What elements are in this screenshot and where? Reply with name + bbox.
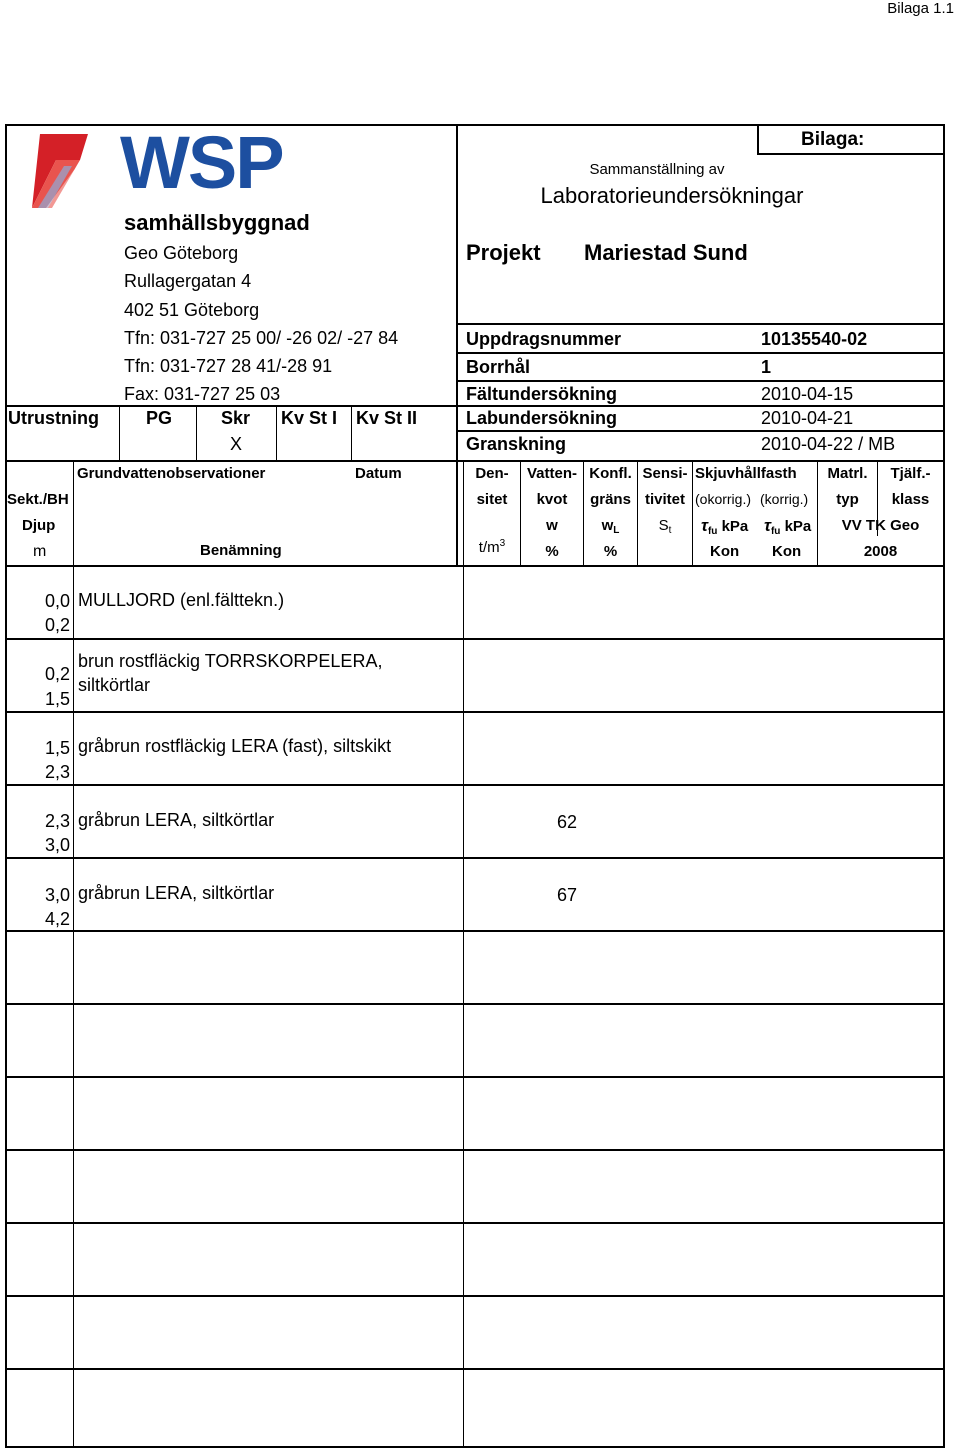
field-survey-date: 2010-04-15	[761, 384, 854, 404]
company-phone: Tfn: 031-727 25 00/ -26 02/ -27 84	[124, 328, 399, 348]
header-water-content: kvot	[536, 491, 568, 508]
assignment-number: 10135540-02	[761, 329, 868, 349]
depth-bottom: 0,2	[44, 615, 70, 635]
header-depth-unit: m	[33, 543, 47, 560]
water-content-value: 62	[556, 812, 577, 832]
info-label: Granskning	[466, 434, 567, 454]
equipment-label: Utrustning	[8, 408, 99, 428]
header-sensitivity: tivitet	[644, 491, 685, 508]
header-density: Den-	[475, 465, 509, 482]
header-water-unit: %	[545, 543, 559, 560]
depth-bottom: 3,0	[44, 835, 70, 855]
borehole-number: 1	[761, 357, 772, 377]
project-name: Mariestad Sund	[584, 240, 748, 265]
header-frost: Tjälf.-	[890, 465, 931, 482]
company-line: Geo Göteborg	[124, 243, 239, 263]
appendix-label: Bilaga 1.1	[887, 0, 954, 17]
header-tau-corrected: $\tau_{fu}$ kPa	[764, 516, 812, 537]
depth-top: 1,5	[44, 738, 70, 758]
header-frost-class: klass	[891, 491, 930, 508]
equipment-col: Skr	[221, 408, 251, 428]
header-vvtk: VV TK Geo	[841, 517, 920, 534]
header-year: 2008	[863, 543, 898, 560]
soil-description: gråbrun LERA, siltkörtlar	[78, 810, 275, 830]
header-depth: Djup	[22, 517, 56, 534]
header-tau-uncorrected: $\tau_{fu}$ kPa	[701, 516, 749, 537]
header-corrected: (korrig.)	[760, 491, 809, 507]
header-description: Benämning	[200, 542, 282, 559]
lab-survey-date: 2010-04-21	[761, 408, 854, 428]
water-content-value: 67	[556, 885, 577, 905]
header-cone-b: Kon	[772, 543, 802, 560]
review-date: 2010-04-22 / MB	[761, 434, 896, 454]
soil-description: MULLJORD (enl.fälttekn.)	[78, 590, 285, 610]
header-liquid-limit-unit: %	[603, 543, 618, 560]
company-name: samhällsbyggnad	[124, 210, 310, 235]
equipment-col: PG	[146, 408, 173, 428]
soil-description: gråbrun rostfläckig LERA (fast), siltskikt	[78, 736, 392, 756]
svg-text:WSP: WSP	[120, 126, 283, 204]
depth-top: 0,0	[44, 591, 70, 611]
header-sensitivity-symbol: $S_t$	[658, 517, 672, 536]
header-section: Sekt./BH	[7, 491, 69, 508]
wsp-logo	[28, 126, 328, 214]
header-material: Matrl.	[827, 465, 868, 482]
equipment-col: Kv St II	[356, 408, 418, 428]
header-density-unit: $t/m^3$	[478, 538, 506, 556]
depth-bottom: 1,5	[44, 689, 70, 709]
depth-bottom: 2,3	[44, 762, 70, 782]
company-phone: Tfn: 031-727 28 41/-28 91	[124, 356, 333, 376]
header-material-type: typ	[836, 491, 859, 508]
depth-top: 2,3	[44, 811, 70, 831]
header-density: sitet	[476, 491, 508, 508]
header-liquid-limit-symbol: $w_L$	[601, 517, 620, 536]
depth-bottom: 4,2	[44, 909, 70, 929]
equipment-col: Kv St I	[281, 408, 338, 428]
header-water-symbol: w	[546, 517, 558, 534]
soil-description: siltkörtlar	[78, 675, 151, 695]
header-water-content: Vatten-	[526, 465, 577, 482]
header-liquid-limit: gräns	[590, 491, 631, 508]
depth-top: 3,0	[44, 885, 70, 905]
header-liquid-limit: Konfl.	[589, 465, 632, 482]
equipment-mark: X	[230, 434, 243, 454]
header-uncorrected: (okorrig.)	[695, 491, 752, 507]
info-label: Borrhål	[466, 357, 531, 377]
company-fax: Fax: 031-727 25 03	[124, 384, 281, 404]
header-groundwater: Grundvattenobservationer	[77, 465, 266, 482]
soil-description: brun rostfläckig TORRSKORPELERA,	[78, 651, 383, 671]
soil-description: gråbrun LERA, siltkörtlar	[78, 883, 275, 903]
bilaga-label: Bilaga:	[801, 129, 865, 150]
company-line: 402 51 Göteborg	[124, 300, 260, 320]
info-label: Labundersökning	[466, 408, 618, 428]
info-label: Uppdragsnummer	[466, 329, 622, 349]
project-label: Projekt	[466, 240, 541, 265]
header-shear-strength: Skjuvhållfasth	[695, 465, 797, 482]
header-cone-a: Kon	[710, 543, 740, 560]
company-line: Rullagergatan 4	[124, 271, 252, 291]
info-label: Fältundersökning	[466, 384, 618, 404]
header-date: Datum	[355, 465, 402, 482]
page-title: Laboratorieundersökningar	[540, 183, 804, 208]
subtitle: Sammanställning av	[589, 161, 725, 178]
depth-top: 0,2	[44, 664, 70, 684]
header-sensitivity: Sensi-	[642, 465, 688, 482]
